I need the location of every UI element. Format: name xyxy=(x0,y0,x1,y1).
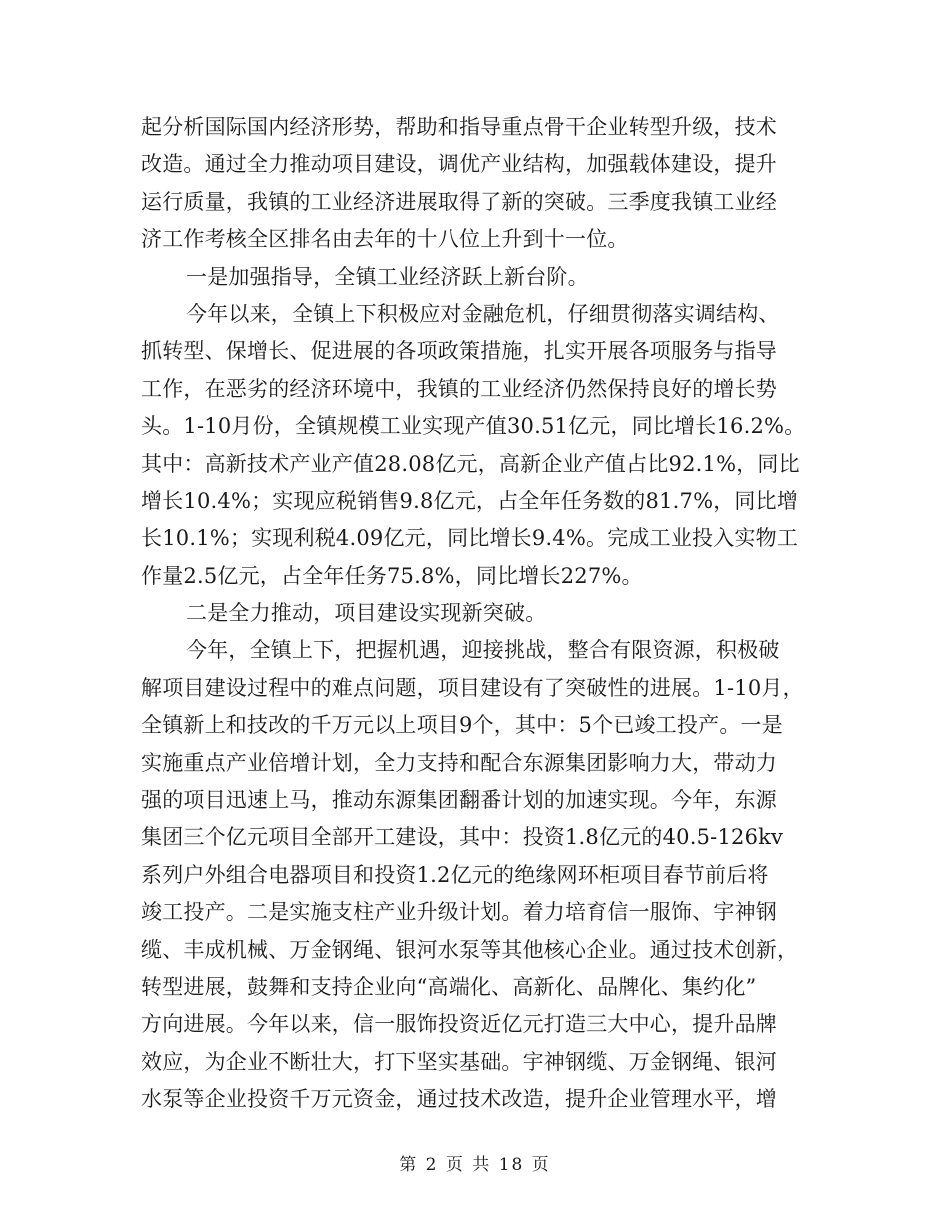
text-line: 增长10.4%；实现应税销售9.8亿元，占全年任务数的81.7%，同比增 xyxy=(141,488,799,513)
text-line: 其中：高新技术产业产值28.08亿元，高新企业产值占比92.1%，同比 xyxy=(141,451,800,476)
text-line: 今年以来，全镇上下积极应对金融危机，仔细贯彻落实调结构、 xyxy=(186,301,780,326)
text-line: 集团三个亿元项目全部开工建设，其中：投资1.8亿元的40.5-126kv xyxy=(141,825,784,850)
text-line: 长10.1%；实现利税4.09亿元，同比增长9.4%。完成工业投入实物工 xyxy=(141,526,799,551)
text-line: 头。1-10月份，全镇规模工业实现产值30.51亿元，同比增长16.2%。 xyxy=(141,414,806,439)
text-line: 济工作考核全区排名由去年的十八位上升到十一位。 xyxy=(141,227,629,252)
text-line: 水泵等企业投资千万元资金，通过技术改造，提升企业管理水平，增 xyxy=(141,1087,777,1112)
text-line: 运行质量，我镇的工业经济进展取得了新的突破。三季度我镇工业经 xyxy=(141,189,777,214)
text-line: 二是全力推动，项目建设实现新突破。 xyxy=(186,601,547,626)
page-number-footer: 第 2 页 共 18 页 xyxy=(399,1155,551,1175)
text-line: 今年，全镇上下，把握机遇，迎接挑战，整合有限资源，积极破 xyxy=(186,638,780,663)
text-line: 抓转型、保增长、促进展的各项政策措施，扎实开展各项服务与指导 xyxy=(141,339,777,364)
text-line: 转型进展，鼓舞和支持企业向“高端化、高新化、品牌化、集约化” xyxy=(141,974,757,999)
text-line: 效应，为企业不断壮大，打下坚实基础。宇神钢缆、万金钢绳、银河 xyxy=(141,1049,777,1074)
text-line: 工作，在恶劣的经济环境中，我镇的工业经济仍然保持良好的增长势 xyxy=(141,376,777,401)
document-body xyxy=(141,109,811,1119)
text-line: 实施重点产业倍增计划，全力支持和配合东源集团影响力大，带动力 xyxy=(141,750,777,775)
text-line: 方向进展。今年以来，信一服饰投资近亿元打造三大中心，提升品牌 xyxy=(141,1012,777,1037)
text-line: 全镇新上和技改的千万元以上项目9个，其中：5个已竣工投产。一是 xyxy=(141,713,783,738)
text-line: 竣工投产。二是实施支柱产业升级计划。着力培育信一服饰、宇神钢 xyxy=(141,900,777,925)
text-line: 一是加强指导，全镇工业经济跃上新台阶。 xyxy=(186,264,589,289)
text-line: 缆、丰成机械、万金钢绳、银河水泵等其他核心企业。通过技术创新， xyxy=(141,937,799,962)
text-line: 作量2.5亿元，占全年任务75.8%，同比增长227%。 xyxy=(141,563,643,588)
text-line: 强的项目迅速上马，推动东源集团翻番计划的加速实现。今年，东源 xyxy=(141,788,777,813)
text-line: 系列户外组合电器项目和投资1.2亿元的绝缘网环柜项目春节前后将 xyxy=(141,862,769,887)
text-line: 改造。通过全力推动项目建设，调优产业结构，加强载体建设，提升 xyxy=(141,152,777,177)
text-line: 解项目建设过程中的难点问题，项目建设有了突破性的进展。1-10月， xyxy=(141,675,804,700)
text-line: 起分析国际国内经济形势，帮助和指导重点骨干企业转型升级，技术 xyxy=(141,115,777,139)
